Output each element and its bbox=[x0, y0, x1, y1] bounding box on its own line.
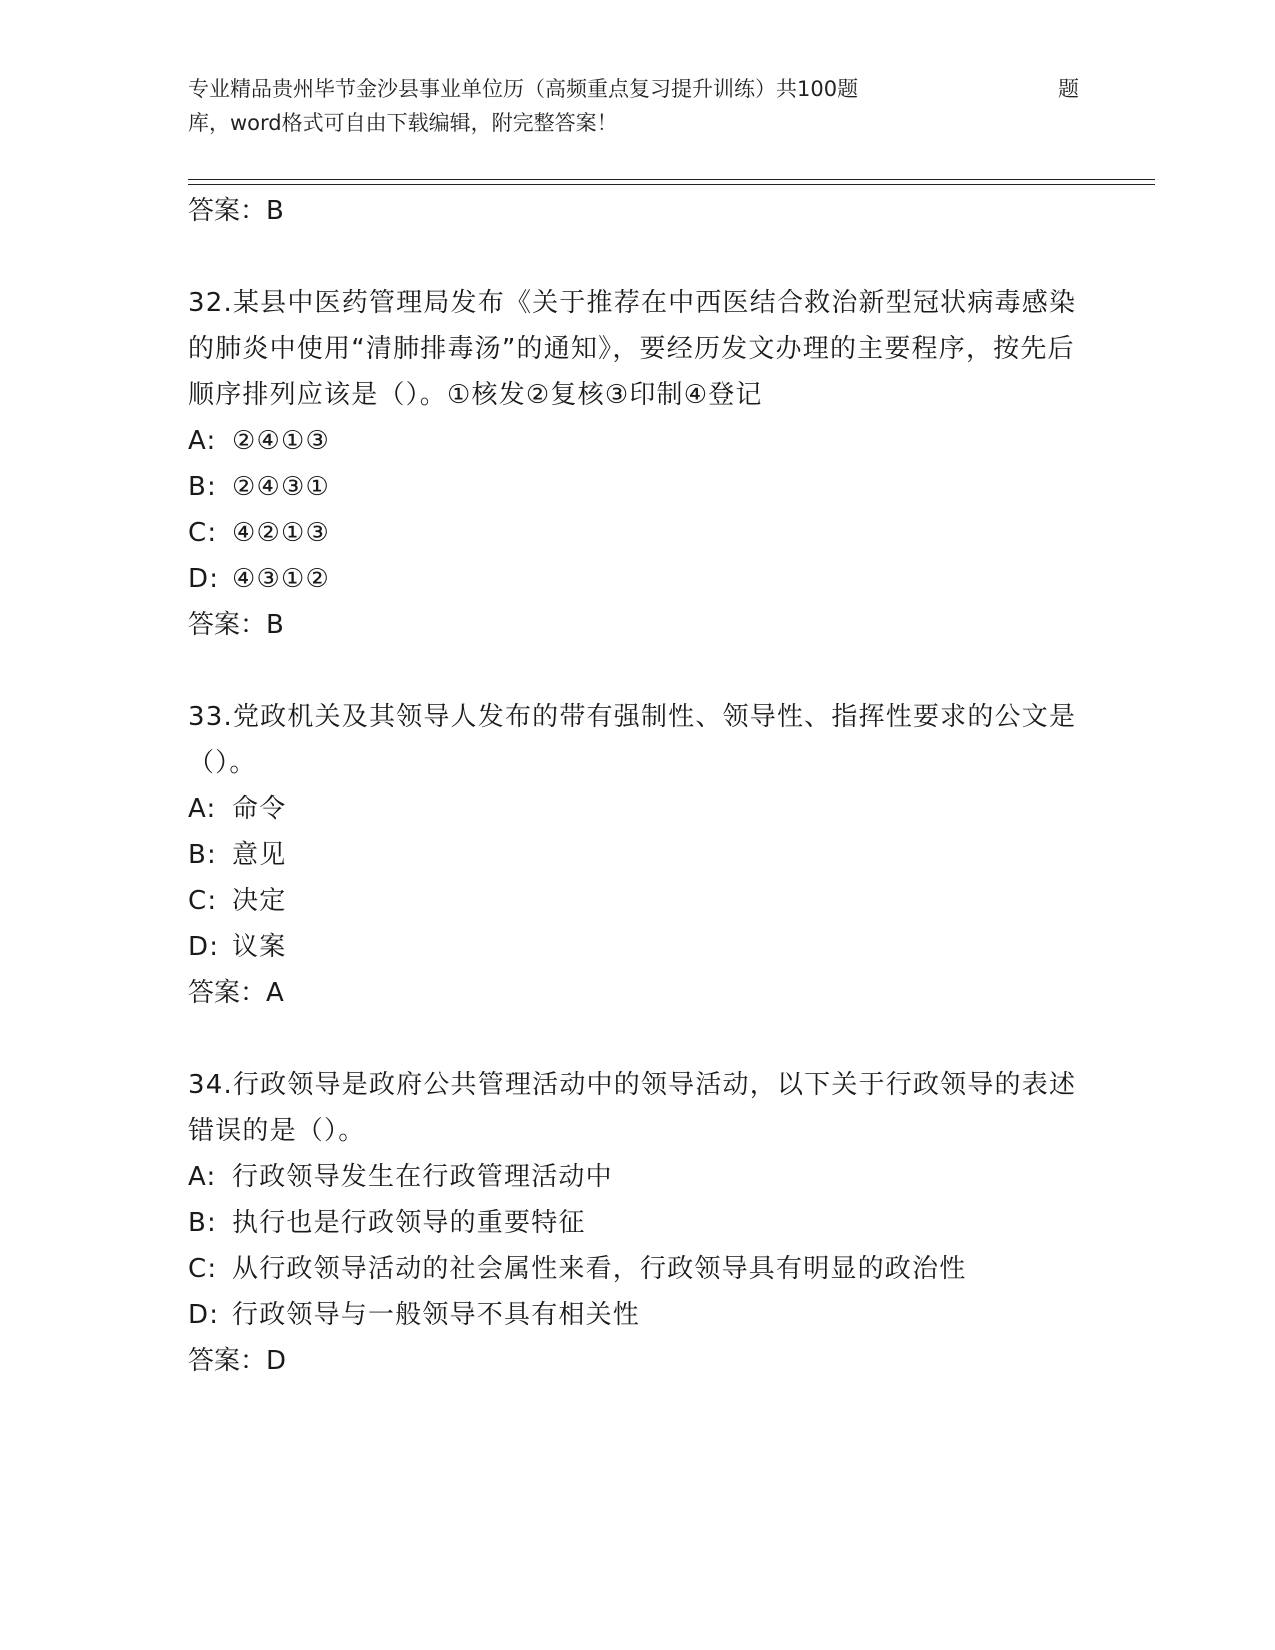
answer-line: 答案：D bbox=[188, 1346, 287, 1376]
header-title-line2: 库，word格式可自由下载编辑，附完整答案！ bbox=[188, 111, 618, 135]
question-text: 34.行政领导是政府公共管理活动中的领导活动，以下关于行政领导的表述错误的是（）。 bbox=[188, 1070, 1077, 1146]
header-title-line1: 专业精品贵州毕节金沙县事业单位历（高频重点复习提升训练）共100题 bbox=[188, 77, 859, 101]
option-text: 议案 bbox=[232, 932, 287, 962]
option-label: B: bbox=[188, 1208, 217, 1238]
option-label: B: bbox=[188, 472, 217, 502]
option-c bbox=[188, 878, 1088, 924]
option-text: 决定 bbox=[232, 886, 287, 916]
option-a bbox=[188, 1154, 1088, 1200]
option-text: ②④③① bbox=[232, 472, 331, 502]
header-title-tail: 题 bbox=[1058, 77, 1079, 101]
option-label: B: bbox=[188, 840, 217, 870]
option-text: ④③①② bbox=[232, 564, 331, 594]
question-block-34 bbox=[188, 1062, 1088, 1384]
option-label: C: bbox=[188, 886, 218, 916]
option-text: 执行也是行政领导的重要特征 bbox=[232, 1208, 586, 1238]
page-header bbox=[188, 72, 1088, 140]
question-text: 33.党政机关及其领导人发布的带有强制性、领导性、指挥性要求的公文是（）。 bbox=[188, 702, 1077, 778]
option-text: 命令 bbox=[232, 794, 287, 824]
option-d bbox=[188, 924, 1088, 970]
option-text: 行政领导与一般领导不具有相关性 bbox=[232, 1300, 641, 1330]
option-label: D: bbox=[188, 932, 220, 962]
option-b bbox=[188, 832, 1088, 878]
document-body bbox=[188, 188, 1088, 1384]
option-label: C: bbox=[188, 1254, 218, 1284]
option-c bbox=[188, 1246, 1088, 1292]
option-text: 意见 bbox=[232, 840, 287, 870]
question-text: 32.某县中医药管理局发布《关于推荐在中西医结合救治新型冠状病毒感染的肺炎中使用“清肺排毒汤”的通知》，要经历发文办理的主要程序，按先后顺序排列应该是（）。①核发②复核③印制④登记 bbox=[188, 288, 1077, 410]
option-c bbox=[188, 510, 1088, 556]
option-label: A: bbox=[188, 794, 217, 824]
option-label: C: bbox=[188, 518, 218, 548]
option-d bbox=[188, 1292, 1088, 1338]
question-block-32 bbox=[188, 280, 1088, 648]
option-a bbox=[188, 418, 1088, 464]
header-divider-top bbox=[188, 179, 1155, 180]
answer-line: 答案：B bbox=[188, 610, 284, 640]
option-label: D: bbox=[188, 1300, 220, 1330]
question-block-33 bbox=[188, 694, 1088, 1016]
option-text: 从行政领导活动的社会属性来看，行政领导具有明显的政治性 bbox=[232, 1254, 967, 1284]
answer-line: 答案：B bbox=[188, 196, 284, 226]
option-text: ②④①③ bbox=[232, 426, 331, 456]
option-label: D: bbox=[188, 564, 220, 594]
option-label: A: bbox=[188, 426, 217, 456]
header-divider-bottom bbox=[188, 184, 1155, 185]
option-d bbox=[188, 556, 1088, 602]
option-text: 行政领导发生在行政管理活动中 bbox=[232, 1162, 613, 1192]
option-label: A: bbox=[188, 1162, 217, 1192]
answer-line: 答案：A bbox=[188, 978, 284, 1008]
option-text: ④②①③ bbox=[232, 518, 331, 548]
option-a bbox=[188, 786, 1088, 832]
option-b bbox=[188, 464, 1088, 510]
option-b bbox=[188, 1200, 1088, 1246]
